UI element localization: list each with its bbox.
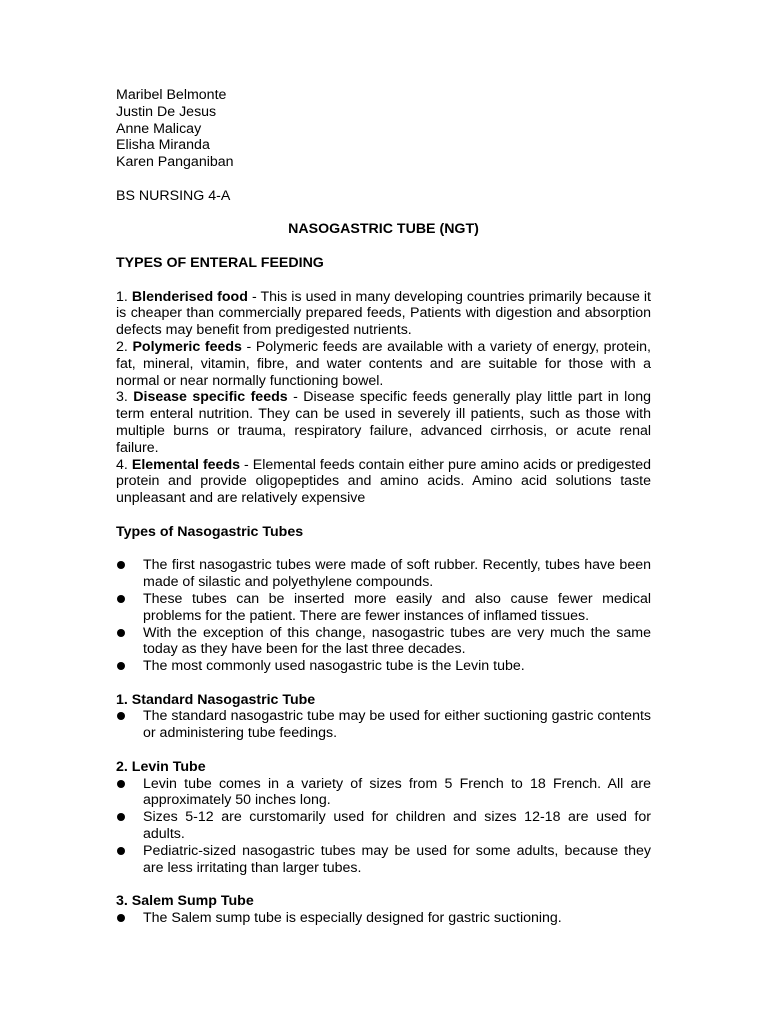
list-item: Pediatric-sized nasogastric tubes may be used for some adults, because they are less irritating than larger tubes. [116, 843, 651, 877]
spacer [116, 205, 651, 222]
list-item: The first nasogastric tubes were made of soft rubber. Recently, tubes have been made of silastic and polyethylene compounds. [116, 557, 651, 591]
author-name: Justin De Jesus [116, 103, 217, 120]
spacer [116, 238, 651, 255]
item-text: - Polymeric feeds are available with a variety of energy, protein, fat, mineral, vitamin, fibre, and water contents and are suitable for those with a normal or near normally functioning bowel. [116, 338, 651, 389]
spacer [116, 876, 651, 893]
list-item: With the exception of this change, nasogastric tubes are very much the same today as they have been for the last three decades. [116, 625, 651, 659]
list-item: These tubes can be inserted more easily and also cause fewer medical problems for the patient. There are fewer instances of inflamed tissues. [116, 591, 651, 625]
salem-tube-heading: 3. Salem Sump Tube [116, 893, 254, 910]
list-item: The most commonly used nasogastric tube is the Levin tube. [116, 658, 651, 675]
author-name: Karen Panganiban [116, 154, 234, 171]
levin-tube-list [116, 776, 651, 877]
enteral-item [116, 457, 651, 507]
item-term: Blenderised food [131, 288, 248, 305]
author-list [116, 87, 651, 171]
item-number: 3. [116, 389, 128, 406]
document-body [116, 87, 651, 927]
ngt-types-list [116, 557, 651, 675]
class-section: BS NURSING 4-A [116, 187, 231, 204]
document-title: NASOGASTRIC TUBE (NGT) [288, 221, 479, 238]
author-name: Maribel Belmonte [116, 87, 227, 103]
item-text: - This is used in many developing countries primarily because it is cheaper than commercially prepared feeds, Patients with digestion and absorption defects may benefit from predigested nutrients. [116, 288, 651, 339]
spacer [116, 541, 651, 558]
item-number: 1. [116, 288, 128, 305]
spacer [116, 742, 651, 759]
item-text: - Elemental feeds contain either pure amino acids or predigested protein and provide oligopeptides and amino acids. Amino acid solutions taste unpleasant and are relatively expensive [116, 456, 652, 507]
list-item: Sizes 5-12 are curstomarily used for children and sizes 12-18 are used for adults. [116, 809, 651, 843]
spacer [116, 171, 651, 188]
spacer [116, 675, 651, 692]
salem-tube-list [116, 910, 651, 927]
item-text: - Disease specific feeds generally play little part in long term enteral nutrition. They can be used in severely ill patients, such as those with multiple burns or trauma, respiratory failure, advanced cirrhosis, or acute renal failure. [116, 389, 651, 456]
ngt-types-heading: Types of Nasogastric Tubes [116, 523, 304, 540]
list-item: The standard nasogastric tube may be used for either suctioning gastric contents or administering tube feedings. [116, 708, 651, 742]
enteral-feeding-heading: TYPES OF ENTERAL FEEDING [116, 254, 324, 271]
levin-tube-heading: 2. Levin Tube [116, 758, 206, 775]
enteral-item [116, 289, 651, 339]
enteral-item [116, 389, 651, 456]
standard-tube-heading: 1. Standard Nasogastric Tube [116, 691, 316, 708]
author-name: Elisha Miranda [116, 137, 210, 154]
spacer [116, 507, 651, 524]
item-term: Disease specific feeds [133, 389, 288, 406]
item-term: Elemental feeds [131, 456, 241, 473]
list-item: The Salem sump tube is especially designed for gastric suctioning. [116, 910, 651, 927]
author-name: Anne Malicay [116, 120, 202, 137]
item-term: Polymeric feeds [132, 338, 242, 355]
item-number: 2. [116, 338, 128, 355]
item-number: 4. [116, 456, 128, 473]
list-item: Levin tube comes in a variety of sizes from 5 French to 18 French. All are approximately 50 inches long. [116, 776, 651, 810]
spacer [116, 272, 651, 289]
enteral-item [116, 339, 651, 389]
standard-tube-list [116, 708, 651, 742]
